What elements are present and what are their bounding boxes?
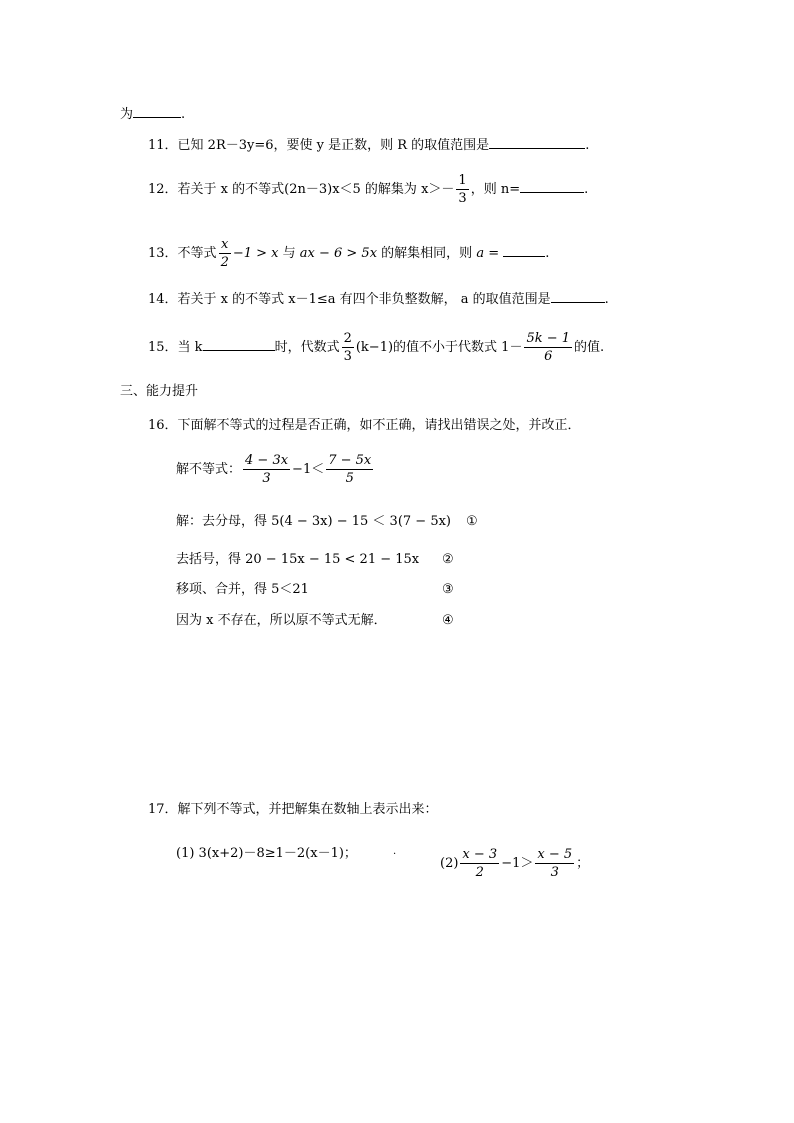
q16-step-2: 去括号，得 20 − 15x − 15 < 21 − 15x bbox=[176, 552, 420, 567]
question-11: 11．已知 2R－3y=6，要使 y 是正数，则 R 的取值范围是 . bbox=[148, 138, 590, 153]
answer-blank[interactable] bbox=[520, 180, 584, 193]
question-15: 15．当 k 时，代数式 $\frac{2}{3}$ (k−1)的值不小于代数式 1－ $\frac{5k - 1}{6}$ 的值. bbox=[148, 331, 605, 364]
answer-blank[interactable] bbox=[133, 105, 181, 118]
fraction: $\frac{x - 5}{3}$ bbox=[537, 847, 573, 880]
q10-tail: 为 . bbox=[120, 107, 186, 122]
q16-step-3: 移项、合并，得 5＜21 bbox=[176, 582, 309, 597]
question-16: 16．下面解不等式的过程是否正确，如不正确，请找出错误之处，并改正． bbox=[148, 418, 581, 433]
fraction: $\frac{7 - 5x}{5}$ bbox=[328, 453, 372, 486]
fraction: $\frac{1}{3}$ bbox=[458, 173, 467, 206]
question-13: 13．不等式 $\frac{x}{2}$ −1 > x 与 ax − 6 > 5x 的解集相同，则 a = . bbox=[148, 237, 550, 270]
stray-dot: . bbox=[393, 846, 397, 857]
q16-problem: 解不等式： $\frac{4 - 3x}{3}$ −1＜ $\frac{7 - 5x}{5}$ bbox=[176, 453, 372, 486]
answer-blank[interactable] bbox=[489, 136, 585, 149]
question-12: 12．若关于 x 的不等式(2n－3)x＜5 的解集为 x＞－ $\frac{1}{3}$ ，则 n= . bbox=[148, 173, 589, 206]
step-marker: ④ bbox=[442, 613, 454, 628]
q17-part-1: (1) 3(x+2)－8≥1－2(x－1)； bbox=[176, 846, 357, 861]
step-marker: ③ bbox=[442, 582, 454, 597]
fraction: $\frac{4 - 3x}{3}$ bbox=[245, 453, 289, 486]
answer-blank[interactable] bbox=[203, 338, 275, 351]
section-title: 三、能力提升 bbox=[120, 384, 199, 399]
fraction: $\frac{2}{3}$ bbox=[343, 331, 352, 364]
step-marker: ① bbox=[466, 514, 478, 529]
q17-part-2: (2) $\frac{x - 3}{2}$ −1＞ $\frac{x - 5}{3}$ ； bbox=[440, 847, 590, 880]
question-14: 14．若关于 x 的不等式 x－1≤a 有四个非负整数解， a 的取值范围是 . bbox=[148, 292, 609, 307]
q16-step-1: 解：去分母，得 5(4 − 3x) − 15 ＜ 3(7 − 5x) bbox=[176, 514, 451, 529]
answer-blank[interactable] bbox=[503, 244, 545, 257]
fraction: $\frac{x - 3}{2}$ bbox=[462, 847, 498, 880]
step-marker: ② bbox=[442, 552, 454, 567]
q16-step-4: 因为 x 不存在，所以原不等式无解． bbox=[176, 613, 387, 628]
answer-blank[interactable] bbox=[551, 290, 605, 303]
fraction: $\frac{5k - 1}{6}$ bbox=[526, 331, 571, 364]
question-17: 17．解下列不等式，并把解集在数轴上表示出来： bbox=[148, 802, 438, 817]
fraction: $\frac{x}{2}$ bbox=[220, 237, 229, 270]
